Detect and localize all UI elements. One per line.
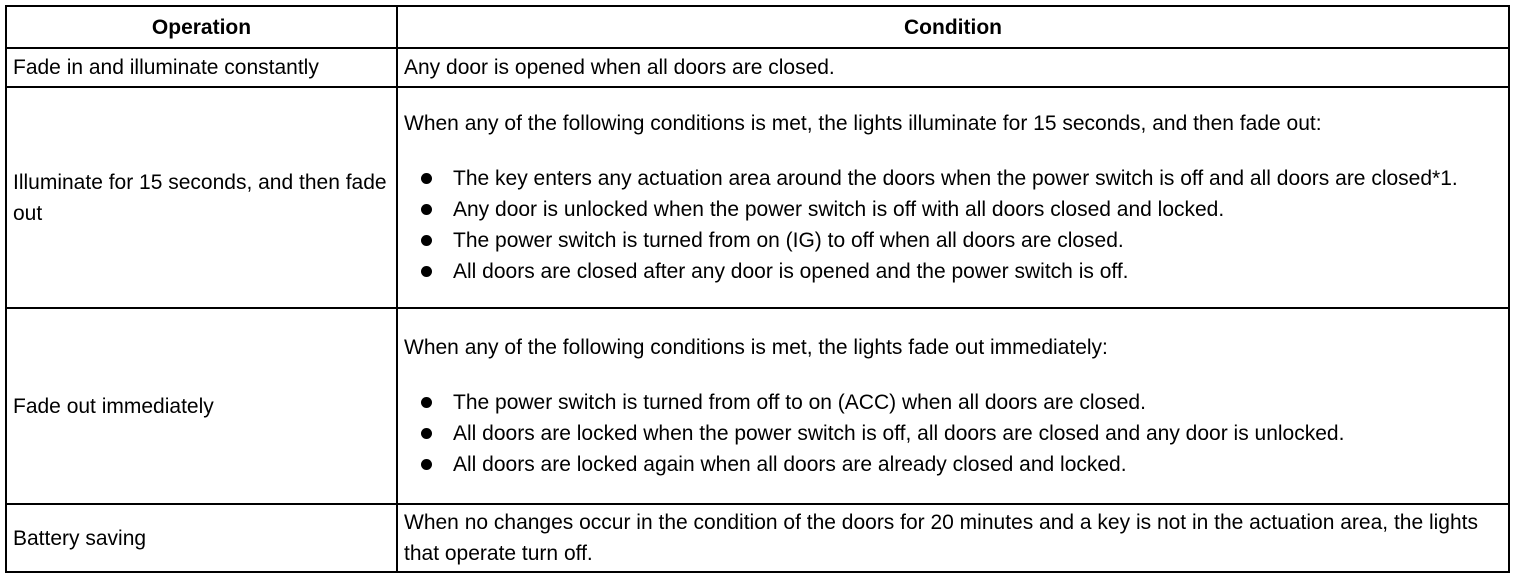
condition-text: When no changes occur in the condition of the doors for 20 minutes and a key is not in the actuation area, the lights that operate turn off. [404, 511, 1478, 565]
bullet-icon [421, 459, 432, 470]
condition-cell [397, 308, 1509, 504]
list-item-text: All doors are locked when the power switch is off, all doors are closed and any door is unlocked. [453, 422, 1345, 445]
table-header-row [6, 6, 1509, 48]
condition-intro: When any of the following conditions is met, the lights fade out immediately: [404, 336, 1108, 359]
bullet-icon [421, 266, 432, 277]
condition-list [404, 387, 1502, 480]
condition-text: Any door is opened when all doors are closed. [404, 56, 835, 79]
bullet-icon [421, 173, 432, 184]
list-item [421, 449, 1502, 480]
list-item [421, 163, 1502, 194]
list-item-text: All doors are locked again when all doors are already closed and locked. [453, 453, 1127, 476]
table-row [6, 87, 1509, 308]
condition-list [404, 163, 1502, 287]
list-item-text: Any door is unlocked when the power switch is off with all doors closed and locked. [453, 198, 1225, 221]
operation-condition-table [5, 5, 1510, 573]
bullet-icon [421, 428, 432, 439]
header-operation: Operation [6, 6, 397, 48]
list-item [421, 225, 1502, 256]
bullet-icon [421, 397, 432, 408]
table-row [6, 308, 1509, 504]
list-item [421, 387, 1502, 418]
list-item-text: The power switch is turned from off to on (ACC) when all doors are closed. [453, 391, 1146, 414]
list-item [421, 256, 1502, 287]
condition-cell [397, 504, 1509, 572]
table-row [6, 48, 1509, 87]
condition-cell [397, 48, 1509, 87]
operation-cell: Fade in and illuminate constantly [6, 48, 397, 87]
bullet-icon [421, 235, 432, 246]
bullet-icon [421, 204, 432, 215]
operation-cell: Fade out immediately [6, 308, 397, 504]
list-item-text: The power switch is turned from on (IG) to off when all doors are closed. [453, 229, 1124, 252]
condition-intro: When any of the following conditions is met, the lights illuminate for 15 seconds, and then fade out: [404, 112, 1322, 135]
list-item [421, 418, 1502, 449]
header-condition: Condition [397, 6, 1509, 48]
list-item-text: The key enters any actuation area around the doors when the power switch is off and all doors are closed*1. [453, 167, 1458, 190]
operation-cell: Battery saving [6, 504, 397, 572]
list-item [421, 194, 1502, 225]
list-item-text: All doors are closed after any door is opened and the power switch is off. [453, 260, 1129, 283]
operation-cell: Illuminate for 15 seconds, and then fade out [6, 87, 397, 308]
table-row [6, 504, 1509, 572]
condition-cell [397, 87, 1509, 308]
